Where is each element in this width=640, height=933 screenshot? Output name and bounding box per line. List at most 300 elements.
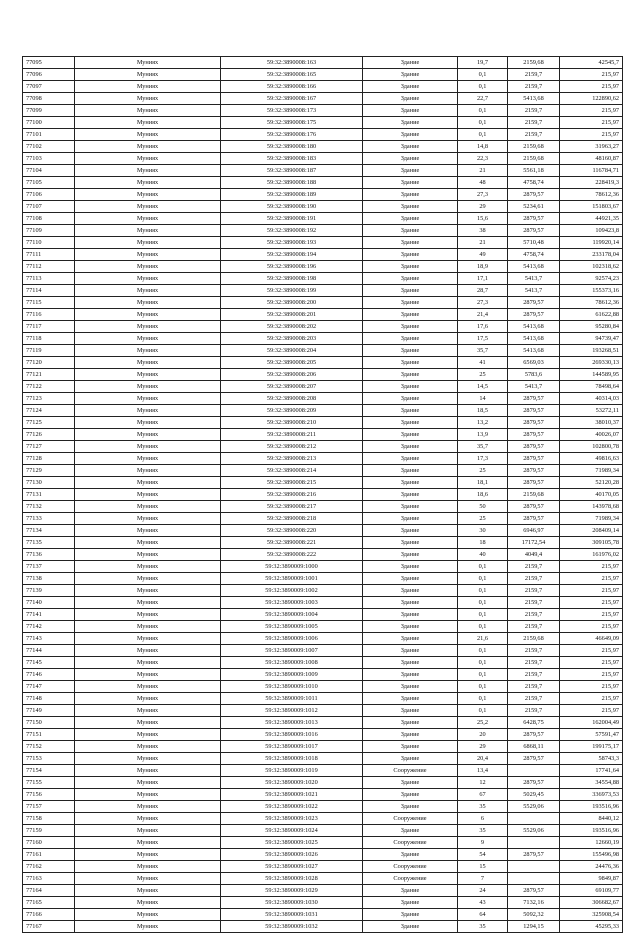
area-cell: 25 (458, 465, 508, 477)
specific-value-cell: 2159,7 (508, 81, 560, 93)
row-number-cell: 77133 (23, 513, 75, 525)
area-cell: 0,1 (458, 681, 508, 693)
cadastral-number-cell: 59:32:3890008:206 (221, 369, 363, 381)
cadastral-number-cell: 59:32:3890008:188 (221, 177, 363, 189)
table-row (23, 381, 623, 393)
table-row (23, 285, 623, 297)
municipality-cell: Муниях (75, 213, 221, 225)
object-type-cell: Здание (363, 429, 458, 441)
cadastral-value-cell: 309105,78 (560, 537, 623, 549)
cadastral-value-cell: 49816,63 (560, 453, 623, 465)
cadastral-value-cell: 336973,53 (560, 789, 623, 801)
specific-value-cell: 6428,75 (508, 717, 560, 729)
area-cell: 22,7 (458, 93, 508, 105)
municipality-cell: Муниях (75, 561, 221, 573)
object-type-cell: Здание (363, 585, 458, 597)
cadastral-value-cell: 40170,05 (560, 489, 623, 501)
specific-value-cell: 4049,4 (508, 549, 560, 561)
object-type-cell: Здание (363, 285, 458, 297)
cadastral-value-cell: 215,97 (560, 597, 623, 609)
cadastral-number-cell: 59:32:3890008:220 (221, 525, 363, 537)
cadastral-number-cell: 59:32:3890008:207 (221, 381, 363, 393)
row-number-cell: 77141 (23, 609, 75, 621)
specific-value-cell: 2159,7 (508, 561, 560, 573)
cadastral-number-cell: 59:32:3890009:1020 (221, 777, 363, 789)
registry-table-container (22, 56, 622, 933)
registry-table (22, 56, 623, 933)
municipality-cell: Муниях (75, 525, 221, 537)
object-type-cell: Здание (363, 501, 458, 513)
municipality-cell: Муниях (75, 657, 221, 669)
row-number-cell: 77161 (23, 849, 75, 861)
cadastral-value-cell: 38010,37 (560, 417, 623, 429)
specific-value-cell (508, 765, 560, 777)
area-cell: 9 (458, 837, 508, 849)
municipality-cell: Муниях (75, 717, 221, 729)
specific-value-cell: 2879,57 (508, 393, 560, 405)
specific-value-cell: 2159,7 (508, 681, 560, 693)
table-row (23, 633, 623, 645)
cadastral-number-cell: 59:32:3890008:194 (221, 249, 363, 261)
object-type-cell: Здание (363, 153, 458, 165)
area-cell: 15 (458, 861, 508, 873)
object-type-cell: Здание (363, 273, 458, 285)
row-number-cell: 77099 (23, 105, 75, 117)
row-number-cell: 77119 (23, 345, 75, 357)
municipality-cell: Муниях (75, 825, 221, 837)
specific-value-cell: 2159,68 (508, 57, 560, 69)
table-row (23, 525, 623, 537)
cadastral-value-cell: 215,97 (560, 81, 623, 93)
area-cell: 13,2 (458, 417, 508, 429)
cadastral-number-cell: 59:32:3890008:183 (221, 153, 363, 165)
object-type-cell: Здание (363, 117, 458, 129)
cadastral-value-cell: 199175,17 (560, 741, 623, 753)
cadastral-value-cell: 119920,14 (560, 237, 623, 249)
cadastral-value-cell: 215,97 (560, 585, 623, 597)
specific-value-cell: 1294,15 (508, 921, 560, 933)
cadastral-value-cell: 92574,23 (560, 273, 623, 285)
cadastral-number-cell: 59:32:3890008:214 (221, 465, 363, 477)
municipality-cell: Муниях (75, 177, 221, 189)
row-number-cell: 77126 (23, 429, 75, 441)
object-type-cell: Здание (363, 693, 458, 705)
object-type-cell: Здание (363, 513, 458, 525)
row-number-cell: 77151 (23, 729, 75, 741)
specific-value-cell: 5092,32 (508, 909, 560, 921)
cadastral-number-cell: 59:32:3890008:166 (221, 81, 363, 93)
cadastral-value-cell: 94739,47 (560, 333, 623, 345)
area-cell: 17,5 (458, 333, 508, 345)
table-row (23, 537, 623, 549)
row-number-cell: 77139 (23, 585, 75, 597)
row-number-cell: 77162 (23, 861, 75, 873)
cadastral-number-cell: 59:32:3890009:1019 (221, 765, 363, 777)
area-cell: 21,6 (458, 633, 508, 645)
municipality-cell: Муниях (75, 765, 221, 777)
specific-value-cell: 2159,7 (508, 657, 560, 669)
area-cell: 13,9 (458, 429, 508, 441)
specific-value-cell: 5561,18 (508, 165, 560, 177)
cadastral-number-cell: 59:32:3890008:180 (221, 141, 363, 153)
municipality-cell: Муниях (75, 453, 221, 465)
specific-value-cell: 2879,57 (508, 441, 560, 453)
specific-value-cell: 6569,03 (508, 357, 560, 369)
specific-value-cell: 5413,68 (508, 93, 560, 105)
object-type-cell: Здание (363, 225, 458, 237)
cadastral-value-cell: 109423,8 (560, 225, 623, 237)
municipality-cell: Муниях (75, 537, 221, 549)
row-number-cell: 77121 (23, 369, 75, 381)
cadastral-value-cell: 8440,12 (560, 813, 623, 825)
table-row (23, 321, 623, 333)
object-type-cell: Здание (363, 129, 458, 141)
row-number-cell: 77140 (23, 597, 75, 609)
area-cell: 0,1 (458, 669, 508, 681)
cadastral-value-cell: 9849,87 (560, 873, 623, 885)
area-cell: 14,5 (458, 381, 508, 393)
municipality-cell: Муниях (75, 321, 221, 333)
row-number-cell: 77111 (23, 249, 75, 261)
cadastral-value-cell: 57591,47 (560, 729, 623, 741)
cadastral-number-cell: 59:32:3890008:212 (221, 441, 363, 453)
cadastral-value-cell: 12660,19 (560, 837, 623, 849)
row-number-cell: 77103 (23, 153, 75, 165)
specific-value-cell: 6868,11 (508, 741, 560, 753)
area-cell: 18,5 (458, 405, 508, 417)
specific-value-cell: 5529,06 (508, 801, 560, 813)
cadastral-value-cell: 71989,34 (560, 513, 623, 525)
table-row (23, 177, 623, 189)
municipality-cell: Муниях (75, 285, 221, 297)
cadastral-value-cell: 52120,28 (560, 477, 623, 489)
object-type-cell: Здание (363, 465, 458, 477)
row-number-cell: 77152 (23, 741, 75, 753)
row-number-cell: 77137 (23, 561, 75, 573)
municipality-cell: Муниях (75, 297, 221, 309)
table-row (23, 369, 623, 381)
table-row (23, 201, 623, 213)
municipality-cell: Муниях (75, 885, 221, 897)
municipality-cell: Муниях (75, 249, 221, 261)
table-row (23, 777, 623, 789)
specific-value-cell: 2879,57 (508, 501, 560, 513)
specific-value-cell: 4758,74 (508, 249, 560, 261)
municipality-cell: Муниях (75, 189, 221, 201)
table-row (23, 93, 623, 105)
table-row (23, 141, 623, 153)
cadastral-value-cell: 46649,09 (560, 633, 623, 645)
table-row (23, 189, 623, 201)
cadastral-number-cell: 59:32:3890009:1023 (221, 813, 363, 825)
row-number-cell: 77113 (23, 273, 75, 285)
cadastral-value-cell: 102318,62 (560, 261, 623, 273)
area-cell: 17,1 (458, 273, 508, 285)
row-number-cell: 77164 (23, 885, 75, 897)
table-row (23, 765, 623, 777)
cadastral-number-cell: 59:32:3890008:199 (221, 285, 363, 297)
area-cell: 43 (458, 897, 508, 909)
table-row (23, 909, 623, 921)
object-type-cell: Здание (363, 633, 458, 645)
specific-value-cell: 2879,57 (508, 729, 560, 741)
specific-value-cell: 5529,06 (508, 825, 560, 837)
cadastral-number-cell: 59:32:3890008:209 (221, 405, 363, 417)
object-type-cell: Здание (363, 549, 458, 561)
cadastral-value-cell: 78612,36 (560, 297, 623, 309)
table-row (23, 297, 623, 309)
row-number-cell: 77143 (23, 633, 75, 645)
area-cell: 0,1 (458, 129, 508, 141)
area-cell: 7 (458, 873, 508, 885)
cadastral-number-cell: 59:32:3890008:187 (221, 165, 363, 177)
table-row (23, 153, 623, 165)
municipality-cell: Муниях (75, 897, 221, 909)
specific-value-cell: 2879,57 (508, 465, 560, 477)
cadastral-number-cell: 59:32:3890008:189 (221, 189, 363, 201)
cadastral-number-cell: 59:32:3890008:192 (221, 225, 363, 237)
cadastral-number-cell: 59:32:3890009:1005 (221, 621, 363, 633)
cadastral-number-cell: 59:32:3890008:198 (221, 273, 363, 285)
cadastral-value-cell: 215,97 (560, 561, 623, 573)
cadastral-number-cell: 59:32:3890008:176 (221, 129, 363, 141)
specific-value-cell: 2159,7 (508, 621, 560, 633)
cadastral-number-cell: 59:32:3890008:203 (221, 333, 363, 345)
object-type-cell: Здание (363, 645, 458, 657)
municipality-cell: Муниях (75, 489, 221, 501)
cadastral-number-cell: 59:32:3890009:1007 (221, 645, 363, 657)
object-type-cell: Здание (363, 165, 458, 177)
specific-value-cell: 5413,7 (508, 381, 560, 393)
municipality-cell: Муниях (75, 837, 221, 849)
area-cell: 6 (458, 813, 508, 825)
specific-value-cell: 5783,6 (508, 369, 560, 381)
cadastral-number-cell: 59:32:3890008:205 (221, 357, 363, 369)
row-number-cell: 77101 (23, 129, 75, 141)
table-row (23, 729, 623, 741)
table-row (23, 393, 623, 405)
row-number-cell: 77131 (23, 489, 75, 501)
table-row (23, 861, 623, 873)
municipality-cell: Муниях (75, 585, 221, 597)
cadastral-value-cell: 24476,36 (560, 861, 623, 873)
cadastral-number-cell: 59:32:3890009:1006 (221, 633, 363, 645)
table-row (23, 477, 623, 489)
specific-value-cell: 2879,57 (508, 513, 560, 525)
municipality-cell: Муниях (75, 93, 221, 105)
municipality-cell: Муниях (75, 225, 221, 237)
specific-value-cell (508, 873, 560, 885)
cadastral-number-cell: 59:32:3890009:1025 (221, 837, 363, 849)
municipality-cell: Муниях (75, 633, 221, 645)
row-number-cell: 77154 (23, 765, 75, 777)
cadastral-number-cell: 59:32:3890009:1024 (221, 825, 363, 837)
area-cell: 18,1 (458, 477, 508, 489)
table-row (23, 849, 623, 861)
cadastral-value-cell: 48160,87 (560, 153, 623, 165)
object-type-cell: Здание (363, 405, 458, 417)
table-row (23, 489, 623, 501)
specific-value-cell: 2159,7 (508, 645, 560, 657)
row-number-cell: 77106 (23, 189, 75, 201)
cadastral-number-cell: 59:32:3890009:1008 (221, 657, 363, 669)
municipality-cell: Муниях (75, 201, 221, 213)
row-number-cell: 77108 (23, 213, 75, 225)
municipality-cell: Муниях (75, 261, 221, 273)
municipality-cell: Муниях (75, 57, 221, 69)
cadastral-number-cell: 59:32:3890009:1001 (221, 573, 363, 585)
cadastral-number-cell: 59:32:3890008:193 (221, 237, 363, 249)
cadastral-value-cell: 162004,49 (560, 717, 623, 729)
area-cell: 30 (458, 525, 508, 537)
cadastral-number-cell: 59:32:3890009:1029 (221, 885, 363, 897)
municipality-cell: Муниях (75, 417, 221, 429)
object-type-cell: Здание (363, 561, 458, 573)
cadastral-number-cell: 59:32:3890009:1003 (221, 597, 363, 609)
cadastral-value-cell: 215,97 (560, 573, 623, 585)
cadastral-number-cell: 59:32:3890009:1026 (221, 849, 363, 861)
area-cell: 0,1 (458, 657, 508, 669)
object-type-cell: Здание (363, 825, 458, 837)
specific-value-cell: 2159,7 (508, 105, 560, 117)
object-type-cell: Здание (363, 489, 458, 501)
row-number-cell: 77102 (23, 141, 75, 153)
object-type-cell: Здание (363, 885, 458, 897)
row-number-cell: 77112 (23, 261, 75, 273)
cadastral-value-cell: 193516,96 (560, 801, 623, 813)
municipality-cell: Муниях (75, 105, 221, 117)
table-row (23, 597, 623, 609)
row-number-cell: 77163 (23, 873, 75, 885)
area-cell: 21 (458, 237, 508, 249)
cadastral-value-cell: 269330,13 (560, 357, 623, 369)
table-row (23, 921, 623, 933)
cadastral-value-cell: 215,97 (560, 117, 623, 129)
cadastral-value-cell: 95280,84 (560, 321, 623, 333)
cadastral-value-cell: 34554,88 (560, 777, 623, 789)
object-type-cell: Здание (363, 333, 458, 345)
row-number-cell: 77156 (23, 789, 75, 801)
object-type-cell: Здание (363, 81, 458, 93)
specific-value-cell: 2159,68 (508, 153, 560, 165)
row-number-cell: 77165 (23, 897, 75, 909)
object-type-cell: Здание (363, 213, 458, 225)
area-cell: 41 (458, 357, 508, 369)
table-row (23, 561, 623, 573)
row-number-cell: 77142 (23, 621, 75, 633)
specific-value-cell: 2159,7 (508, 585, 560, 597)
area-cell: 24 (458, 885, 508, 897)
cadastral-value-cell: 31963,27 (560, 141, 623, 153)
object-type-cell: Здание (363, 573, 458, 585)
table-row (23, 249, 623, 261)
municipality-cell: Муниях (75, 381, 221, 393)
cadastral-value-cell: 78498,64 (560, 381, 623, 393)
cadastral-value-cell: 155496,98 (560, 849, 623, 861)
object-type-cell: Здание (363, 57, 458, 69)
area-cell: 35,7 (458, 345, 508, 357)
object-type-cell: Здание (363, 249, 458, 261)
object-type-cell: Здание (363, 717, 458, 729)
object-type-cell: Здание (363, 417, 458, 429)
area-cell: 0,1 (458, 585, 508, 597)
area-cell: 18 (458, 537, 508, 549)
table-row (23, 897, 623, 909)
row-number-cell: 77150 (23, 717, 75, 729)
municipality-cell: Муниях (75, 309, 221, 321)
specific-value-cell: 2879,57 (508, 429, 560, 441)
object-type-cell: Здание (363, 681, 458, 693)
row-number-cell: 77097 (23, 81, 75, 93)
municipality-cell: Муниях (75, 405, 221, 417)
specific-value-cell: 2159,7 (508, 117, 560, 129)
row-number-cell: 77116 (23, 309, 75, 321)
cadastral-value-cell: 215,97 (560, 645, 623, 657)
table-row (23, 789, 623, 801)
cadastral-number-cell: 59:32:3890009:1030 (221, 897, 363, 909)
cadastral-value-cell: 78612,36 (560, 189, 623, 201)
row-number-cell: 77109 (23, 225, 75, 237)
area-cell: 25 (458, 513, 508, 525)
table-row (23, 57, 623, 69)
object-type-cell: Здание (363, 921, 458, 933)
cadastral-number-cell: 59:32:3890009:1002 (221, 585, 363, 597)
specific-value-cell: 5413,68 (508, 333, 560, 345)
row-number-cell: 77147 (23, 681, 75, 693)
specific-value-cell: 2879,57 (508, 753, 560, 765)
object-type-cell: Здание (363, 93, 458, 105)
table-row (23, 609, 623, 621)
row-number-cell: 77125 (23, 417, 75, 429)
cadastral-value-cell: 143978,68 (560, 501, 623, 513)
cadastral-value-cell: 17741,64 (560, 765, 623, 777)
municipality-cell: Муниях (75, 513, 221, 525)
cadastral-value-cell: 151803,67 (560, 201, 623, 213)
area-cell: 67 (458, 789, 508, 801)
row-number-cell: 77130 (23, 477, 75, 489)
table-row (23, 813, 623, 825)
object-type-cell: Здание (363, 297, 458, 309)
cadastral-number-cell: 59:32:3890008:221 (221, 537, 363, 549)
specific-value-cell: 2159,7 (508, 129, 560, 141)
cadastral-value-cell: 306682,67 (560, 897, 623, 909)
cadastral-number-cell: 59:32:3890009:1032 (221, 921, 363, 933)
cadastral-value-cell: 44921,35 (560, 213, 623, 225)
cadastral-value-cell: 58743,3 (560, 753, 623, 765)
area-cell: 40 (458, 549, 508, 561)
cadastral-number-cell: 59:32:3890008:191 (221, 213, 363, 225)
cadastral-number-cell: 59:32:3890008:217 (221, 501, 363, 513)
object-type-cell: Здание (363, 753, 458, 765)
municipality-cell: Муниях (75, 861, 221, 873)
specific-value-cell: 2159,7 (508, 705, 560, 717)
object-type-cell: Здание (363, 537, 458, 549)
cadastral-value-cell: 215,97 (560, 669, 623, 681)
object-type-cell: Здание (363, 777, 458, 789)
specific-value-cell: 2879,57 (508, 189, 560, 201)
row-number-cell: 77100 (23, 117, 75, 129)
row-number-cell: 77096 (23, 69, 75, 81)
cadastral-value-cell: 45295,33 (560, 921, 623, 933)
row-number-cell: 77115 (23, 297, 75, 309)
specific-value-cell: 2879,57 (508, 213, 560, 225)
row-number-cell: 77149 (23, 705, 75, 717)
municipality-cell: Муниях (75, 141, 221, 153)
area-cell: 17,6 (458, 321, 508, 333)
specific-value-cell (508, 837, 560, 849)
area-cell: 54 (458, 849, 508, 861)
cadastral-number-cell: 59:32:3890008:202 (221, 321, 363, 333)
